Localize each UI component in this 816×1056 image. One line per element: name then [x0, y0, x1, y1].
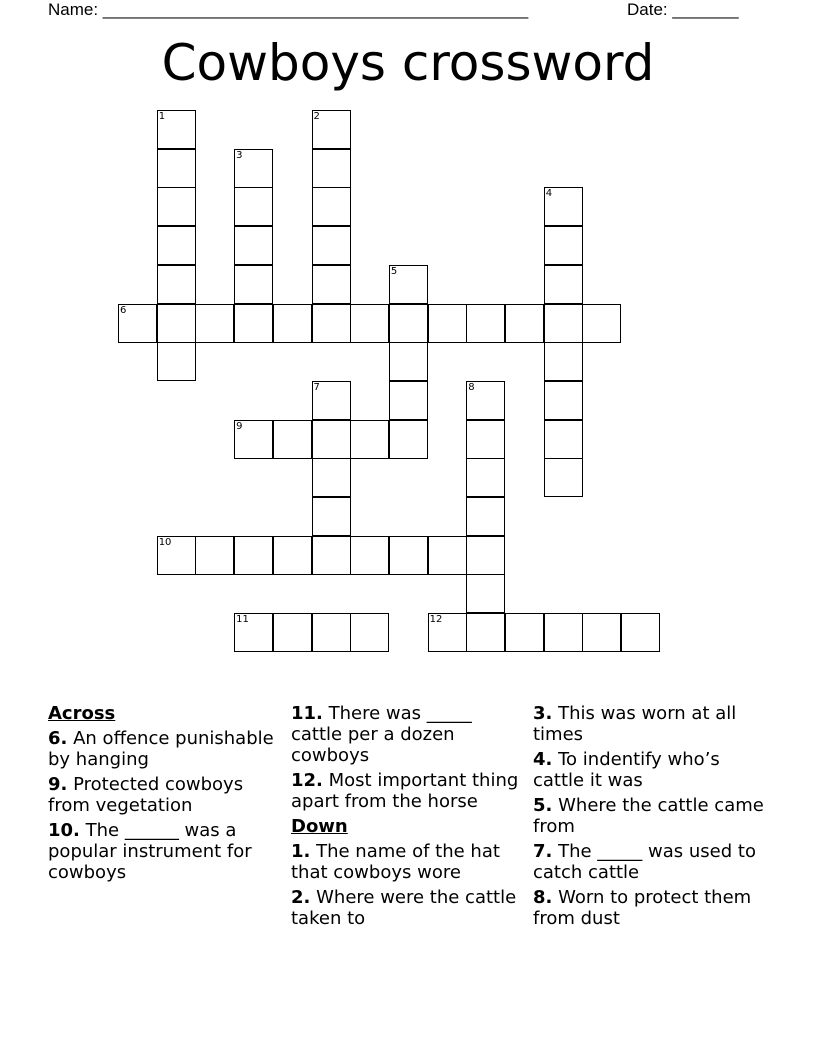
clue-across-9	[48, 774, 280, 816]
grid-cell[interactable]	[428, 304, 467, 343]
clue-text: To indentify who’s cattle it was	[533, 749, 720, 791]
grid-cell[interactable]	[389, 342, 428, 381]
grid-cell[interactable]	[312, 304, 351, 343]
cell-number: 9	[236, 420, 243, 432]
grid-cell[interactable]	[466, 574, 505, 613]
grid-cell[interactable]	[157, 265, 196, 304]
page-title: Cowboys crossword	[161, 34, 655, 92]
clue-across-11	[291, 703, 523, 766]
clue-column-2	[291, 703, 523, 933]
clue-number: 5.	[533, 795, 553, 816]
grid-cell[interactable]	[312, 497, 351, 536]
clue-number: 9.	[48, 774, 68, 795]
grid-cell[interactable]	[312, 613, 351, 652]
grid-cell[interactable]	[466, 613, 505, 652]
grid-cell[interactable]	[544, 304, 583, 343]
grid-cell[interactable]	[312, 420, 351, 459]
grid-cell[interactable]	[389, 536, 428, 575]
grid-cell[interactable]	[505, 304, 544, 343]
clue-text: An offence punishable by hanging	[48, 728, 274, 770]
grid-cell[interactable]	[466, 304, 505, 343]
clue-across-10	[48, 820, 280, 883]
across-heading: Across	[48, 703, 116, 724]
clue-column-1	[48, 703, 280, 887]
clue-number: 6.	[48, 728, 68, 749]
grid-cell[interactable]	[234, 265, 273, 304]
clue-down-8	[533, 887, 773, 929]
grid-cell[interactable]	[350, 420, 389, 459]
grid-cell[interactable]	[312, 149, 351, 188]
grid-cell[interactable]	[234, 536, 273, 575]
clue-number: 4.	[533, 749, 553, 770]
grid-cell[interactable]	[234, 226, 273, 265]
grid-cell[interactable]	[234, 187, 273, 226]
grid-cell[interactable]	[389, 304, 428, 343]
grid-cell[interactable]	[544, 381, 583, 420]
clue-text: The _____ was used to catch cattle	[533, 841, 756, 883]
clue-down-7	[533, 841, 773, 883]
clue-text: Worn to protect them from dust	[533, 887, 752, 929]
grid-cell[interactable]	[466, 458, 505, 497]
grid-cell[interactable]	[582, 304, 621, 343]
cell-number: 4	[545, 188, 553, 200]
clue-down-3	[533, 703, 773, 745]
grid-cell[interactable]	[234, 304, 273, 343]
grid-cell[interactable]	[350, 536, 389, 575]
clue-across-6	[48, 728, 280, 770]
clue-text: Protected cowboys from vegetation	[48, 774, 244, 816]
clue-number: 10.	[48, 820, 80, 841]
grid-cell[interactable]	[157, 342, 196, 381]
clue-across-12	[291, 770, 523, 812]
grid-cell[interactable]	[312, 187, 351, 226]
grid-cell[interactable]	[389, 381, 428, 420]
clue-number: 7.	[533, 841, 553, 862]
grid-cell[interactable]	[195, 304, 234, 343]
grid-cell[interactable]	[350, 304, 389, 343]
cell-number: 6	[120, 304, 127, 316]
clue-number: 3.	[533, 703, 553, 724]
cell-number: 1	[158, 111, 166, 122]
clue-column-3	[533, 703, 773, 933]
clue-text: This was worn at all times	[533, 703, 737, 745]
grid-cell[interactable]	[157, 304, 196, 343]
grid-cell[interactable]	[505, 613, 544, 652]
grid-cell[interactable]	[466, 497, 505, 536]
grid-cell[interactable]	[157, 187, 196, 226]
clue-number: 8.	[533, 887, 553, 908]
name-field-label: Name: _____________________________________________	[48, 0, 529, 19]
clue-text: There was _____ cattle per a dozen cowboys	[291, 703, 472, 766]
clue-number: 12.	[291, 770, 323, 791]
grid-cell[interactable]	[350, 613, 389, 652]
grid-cell[interactable]	[195, 536, 234, 575]
grid-cell[interactable]	[157, 226, 196, 265]
cell-number: 10	[158, 536, 172, 548]
grid-cell[interactable]	[312, 536, 351, 575]
clue-number: 11.	[291, 703, 323, 724]
cell-number: 8	[468, 381, 475, 393]
grid-cell[interactable]	[428, 536, 467, 575]
cell-number: 12	[429, 614, 443, 626]
grid-cell[interactable]	[312, 458, 351, 497]
grid-cell[interactable]	[312, 226, 351, 265]
grid-cell[interactable]	[544, 458, 583, 497]
grid-cell[interactable]	[544, 226, 583, 265]
clue-down-1	[291, 841, 523, 883]
grid-cell[interactable]	[544, 613, 583, 652]
grid-cell[interactable]	[544, 420, 583, 459]
cell-number: 7	[313, 381, 320, 393]
grid-cell[interactable]	[157, 149, 196, 188]
cell-number: 11	[236, 614, 249, 626]
grid-cell[interactable]	[582, 613, 621, 652]
clue-down-5	[533, 795, 773, 837]
clue-text: Where were the cattle taken to	[291, 887, 517, 929]
clue-number: 1.	[291, 841, 311, 862]
grid-cell[interactable]	[273, 536, 312, 575]
cell-number: 3	[236, 149, 243, 161]
grid-cell[interactable]	[273, 304, 312, 343]
grid-cell[interactable]	[466, 420, 505, 459]
clue-text: The name of the hat that cowboys wore	[291, 841, 500, 883]
grid-cell[interactable]	[544, 342, 583, 381]
down-heading: Down	[291, 816, 348, 837]
grid-cell[interactable]	[273, 613, 312, 652]
clue-number: 2.	[291, 887, 311, 908]
clue-text: Where the cattle came from	[533, 795, 764, 837]
cell-number: 5	[390, 265, 398, 277]
clue-down-4	[533, 749, 773, 791]
clue-text: Most important thing apart from the horse	[291, 770, 519, 812]
cell-number: 2	[313, 111, 320, 122]
grid-cell[interactable]	[621, 613, 660, 652]
grid-cell[interactable]	[466, 536, 505, 575]
date-field-label: Date: _______	[627, 0, 739, 19]
clue-text: The ______ was a popular instrument for cowboys	[48, 820, 252, 883]
grid-cell[interactable]	[273, 420, 312, 459]
grid-cell[interactable]	[389, 420, 428, 459]
clue-down-2	[291, 887, 523, 929]
grid-cell[interactable]	[544, 265, 583, 304]
grid-cell[interactable]	[312, 265, 351, 304]
